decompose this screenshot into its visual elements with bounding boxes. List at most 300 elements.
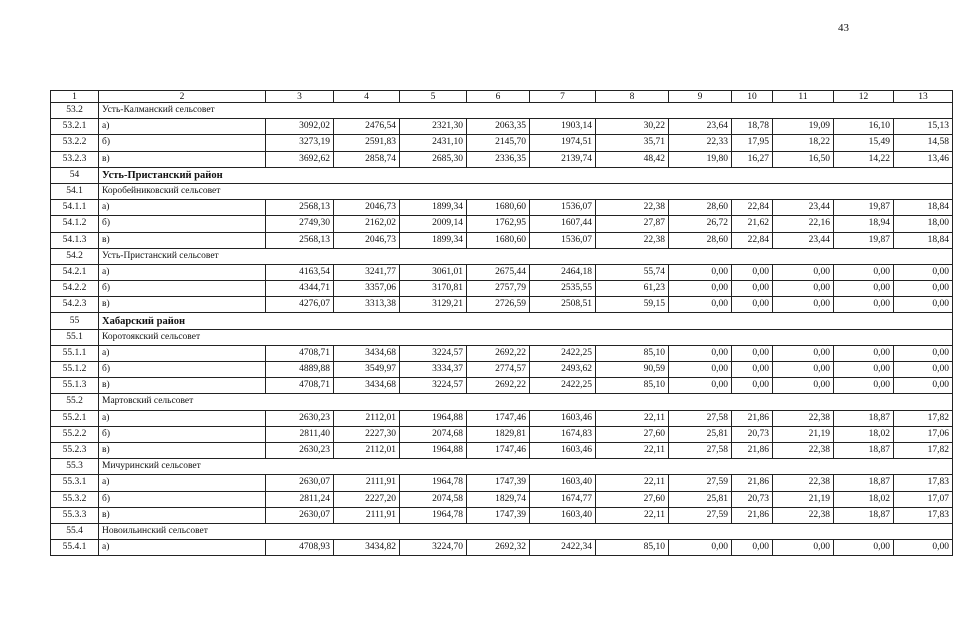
- value-cell: 27,60: [596, 491, 669, 507]
- section-title: Мичуринский сельсовет: [99, 459, 953, 475]
- row-code: 55.3.2: [51, 491, 99, 507]
- value-cell: 2568,13: [266, 200, 334, 216]
- row-code: 55.3.1: [51, 475, 99, 491]
- value-cell: 18,00: [894, 216, 953, 232]
- section-title: Новоильинский сельсовет: [99, 523, 953, 539]
- value-cell: 15,13: [894, 119, 953, 135]
- section-row: [51, 183, 953, 199]
- value-cell: 3224,57: [400, 378, 467, 394]
- value-cell: 17,06: [894, 426, 953, 442]
- row-code: 54.1.1: [51, 200, 99, 216]
- row-code: 54.1.3: [51, 232, 99, 248]
- column-header: 12: [834, 91, 894, 103]
- value-cell: 18,87: [834, 507, 894, 523]
- value-cell: 4276,07: [266, 297, 334, 313]
- value-cell: 2685,30: [400, 151, 467, 167]
- row-code: 55.3.3: [51, 507, 99, 523]
- value-cell: 2630,23: [266, 410, 334, 426]
- row-label: а): [99, 119, 266, 135]
- value-cell: 3273,19: [266, 135, 334, 151]
- value-cell: 1964,78: [400, 475, 467, 491]
- row-label: а): [99, 410, 266, 426]
- value-cell: 1603,40: [530, 507, 596, 523]
- value-cell: 1899,34: [400, 232, 467, 248]
- table-row: [51, 362, 953, 378]
- value-cell: 2757,79: [467, 281, 530, 297]
- value-cell: 0,00: [773, 540, 834, 556]
- value-cell: 4708,71: [266, 345, 334, 361]
- column-header: 6: [467, 91, 530, 103]
- column-header: 2: [99, 91, 266, 103]
- value-cell: 0,00: [894, 264, 953, 280]
- value-cell: 0,00: [669, 297, 732, 313]
- value-cell: 3092,02: [266, 119, 334, 135]
- value-cell: 20,73: [732, 426, 773, 442]
- value-cell: 22,38: [773, 475, 834, 491]
- value-cell: 1747,46: [467, 410, 530, 426]
- row-label: а): [99, 264, 266, 280]
- table-row: [51, 426, 953, 442]
- value-cell: 18,87: [834, 442, 894, 458]
- value-cell: 2811,24: [266, 491, 334, 507]
- value-cell: 22,38: [596, 232, 669, 248]
- value-cell: 3224,70: [400, 540, 467, 556]
- table-row: [51, 540, 953, 556]
- value-cell: 2112,01: [334, 442, 400, 458]
- row-code: 54.1: [51, 183, 99, 199]
- value-cell: 19,09: [773, 119, 834, 135]
- value-cell: 0,00: [894, 378, 953, 394]
- tariff-table: [50, 90, 953, 556]
- value-cell: 21,62: [732, 216, 773, 232]
- value-cell: 2692,32: [467, 540, 530, 556]
- value-cell: 2568,13: [266, 232, 334, 248]
- value-cell: 1747,39: [467, 475, 530, 491]
- section-row: [51, 394, 953, 410]
- section-row: [51, 459, 953, 475]
- row-label: а): [99, 200, 266, 216]
- column-header: 10: [732, 91, 773, 103]
- value-cell: 1903,14: [530, 119, 596, 135]
- row-label: б): [99, 216, 266, 232]
- value-cell: 2112,01: [334, 410, 400, 426]
- row-code: 55.4: [51, 523, 99, 539]
- value-cell: 18,94: [834, 216, 894, 232]
- table-row: [51, 507, 953, 523]
- section-row: [51, 103, 953, 119]
- value-cell: 22,33: [669, 135, 732, 151]
- value-cell: 4889,88: [266, 362, 334, 378]
- value-cell: 18,87: [834, 475, 894, 491]
- column-header: 11: [773, 91, 834, 103]
- value-cell: 1974,51: [530, 135, 596, 151]
- value-cell: 1964,88: [400, 442, 467, 458]
- value-cell: 27,59: [669, 475, 732, 491]
- value-cell: 2535,55: [530, 281, 596, 297]
- section-title: Мартовский сельсовет: [99, 394, 953, 410]
- row-code: 53.2.1: [51, 119, 99, 135]
- value-cell: 18,84: [894, 232, 953, 248]
- value-cell: 1829,81: [467, 426, 530, 442]
- value-cell: 1603,40: [530, 475, 596, 491]
- table-row: [51, 200, 953, 216]
- value-cell: 22,84: [732, 200, 773, 216]
- value-cell: 15,49: [834, 135, 894, 151]
- value-cell: 2508,51: [530, 297, 596, 313]
- value-cell: 0,00: [669, 540, 732, 556]
- value-cell: 25,81: [669, 426, 732, 442]
- row-code: 55.1: [51, 329, 99, 345]
- value-cell: 1607,44: [530, 216, 596, 232]
- value-cell: 0,00: [894, 540, 953, 556]
- value-cell: 3170,81: [400, 281, 467, 297]
- value-cell: 3061,01: [400, 264, 467, 280]
- value-cell: 2009,14: [400, 216, 467, 232]
- section-title: Усть-Пристанский сельсовет: [99, 248, 953, 264]
- value-cell: 4344,71: [266, 281, 334, 297]
- value-cell: 27,58: [669, 442, 732, 458]
- value-cell: 0,00: [732, 540, 773, 556]
- value-cell: 27,58: [669, 410, 732, 426]
- value-cell: 0,00: [669, 362, 732, 378]
- value-cell: 3357,06: [334, 281, 400, 297]
- value-cell: 2749,30: [266, 216, 334, 232]
- value-cell: 1674,77: [530, 491, 596, 507]
- value-cell: 1747,46: [467, 442, 530, 458]
- value-cell: 3434,82: [334, 540, 400, 556]
- value-cell: 17,83: [894, 507, 953, 523]
- section-title: Усть-Калманский сельсовет: [99, 103, 953, 119]
- value-cell: 1747,39: [467, 507, 530, 523]
- value-cell: 1680,60: [467, 200, 530, 216]
- row-label: б): [99, 281, 266, 297]
- value-cell: 22,11: [596, 475, 669, 491]
- value-cell: 0,00: [894, 345, 953, 361]
- value-cell: 0,00: [732, 362, 773, 378]
- table-row: [51, 216, 953, 232]
- value-cell: 18,87: [834, 410, 894, 426]
- table-row: [51, 378, 953, 394]
- value-cell: 18,84: [894, 200, 953, 216]
- value-cell: 1674,83: [530, 426, 596, 442]
- value-cell: 16,50: [773, 151, 834, 167]
- table-row: [51, 491, 953, 507]
- value-cell: 3129,21: [400, 297, 467, 313]
- value-cell: 0,00: [834, 362, 894, 378]
- value-cell: 27,60: [596, 426, 669, 442]
- table-row: [51, 264, 953, 280]
- value-cell: 3692,62: [266, 151, 334, 167]
- section-row: [51, 329, 953, 345]
- row-label: б): [99, 491, 266, 507]
- value-cell: 0,00: [773, 378, 834, 394]
- value-cell: 1762,95: [467, 216, 530, 232]
- row-label: в): [99, 378, 266, 394]
- table-row: [51, 345, 953, 361]
- value-cell: 18,78: [732, 119, 773, 135]
- value-cell: 17,95: [732, 135, 773, 151]
- value-cell: 1680,60: [467, 232, 530, 248]
- value-cell: 4708,71: [266, 378, 334, 394]
- row-code: 55.2.1: [51, 410, 99, 426]
- row-code: 53.2.3: [51, 151, 99, 167]
- value-cell: 1603,46: [530, 442, 596, 458]
- column-header: 9: [669, 91, 732, 103]
- value-cell: 21,86: [732, 410, 773, 426]
- value-cell: 2858,74: [334, 151, 400, 167]
- value-cell: 2630,23: [266, 442, 334, 458]
- value-cell: 85,10: [596, 345, 669, 361]
- row-code: 54.2.2: [51, 281, 99, 297]
- row-label: в): [99, 442, 266, 458]
- value-cell: 21,19: [773, 491, 834, 507]
- row-label: а): [99, 475, 266, 491]
- value-cell: 2692,22: [467, 378, 530, 394]
- value-cell: 0,00: [669, 264, 732, 280]
- value-cell: 59,15: [596, 297, 669, 313]
- row-code: 54.2.3: [51, 297, 99, 313]
- value-cell: 0,00: [669, 281, 732, 297]
- value-cell: 2726,59: [467, 297, 530, 313]
- value-cell: 16,27: [732, 151, 773, 167]
- value-cell: 0,00: [894, 362, 953, 378]
- value-cell: 0,00: [773, 345, 834, 361]
- value-cell: 17,82: [894, 410, 953, 426]
- value-cell: 2692,22: [467, 345, 530, 361]
- value-cell: 1899,34: [400, 200, 467, 216]
- row-code: 55.2.3: [51, 442, 99, 458]
- row-code: 54.1.2: [51, 216, 99, 232]
- value-cell: 18,22: [773, 135, 834, 151]
- value-cell: 0,00: [732, 264, 773, 280]
- value-cell: 20,73: [732, 491, 773, 507]
- value-cell: 14,22: [834, 151, 894, 167]
- column-header: 5: [400, 91, 467, 103]
- column-header: 3: [266, 91, 334, 103]
- row-label: а): [99, 345, 266, 361]
- row-code: 53.2.2: [51, 135, 99, 151]
- value-cell: 22,11: [596, 442, 669, 458]
- value-cell: 3334,37: [400, 362, 467, 378]
- value-cell: 1964,88: [400, 410, 467, 426]
- value-cell: 3313,38: [334, 297, 400, 313]
- value-cell: 90,59: [596, 362, 669, 378]
- header-row: [51, 91, 953, 103]
- value-cell: 19,80: [669, 151, 732, 167]
- value-cell: 2591,83: [334, 135, 400, 151]
- row-code: 55.3: [51, 459, 99, 475]
- value-cell: 19,87: [834, 232, 894, 248]
- value-cell: 25,81: [669, 491, 732, 507]
- value-cell: 2422,34: [530, 540, 596, 556]
- row-code: 54: [51, 167, 99, 183]
- value-cell: 22,11: [596, 507, 669, 523]
- value-cell: 0,00: [669, 378, 732, 394]
- table-row: [51, 232, 953, 248]
- value-cell: 0,00: [773, 264, 834, 280]
- row-code: 55.2: [51, 394, 99, 410]
- row-code: 55.4.1: [51, 540, 99, 556]
- value-cell: 23,44: [773, 200, 834, 216]
- table-row: [51, 297, 953, 313]
- value-cell: 17,83: [894, 475, 953, 491]
- value-cell: 85,10: [596, 378, 669, 394]
- value-cell: 2145,70: [467, 135, 530, 151]
- value-cell: 2811,40: [266, 426, 334, 442]
- value-cell: 0,00: [732, 281, 773, 297]
- value-cell: 19,87: [834, 200, 894, 216]
- value-cell: 1603,46: [530, 410, 596, 426]
- page-number: 43: [838, 22, 849, 34]
- value-cell: 3434,68: [334, 378, 400, 394]
- value-cell: 2227,30: [334, 426, 400, 442]
- row-code: 55.1.1: [51, 345, 99, 361]
- row-code: 53.2: [51, 103, 99, 119]
- value-cell: 4708,93: [266, 540, 334, 556]
- row-label: а): [99, 540, 266, 556]
- value-cell: 2321,30: [400, 119, 467, 135]
- value-cell: 2074,68: [400, 426, 467, 442]
- value-cell: 2111,91: [334, 507, 400, 523]
- value-cell: 2431,10: [400, 135, 467, 151]
- value-cell: 2675,44: [467, 264, 530, 280]
- section-row: [51, 523, 953, 539]
- row-code: 55.1.3: [51, 378, 99, 394]
- district-row: [51, 313, 953, 329]
- row-label: в): [99, 151, 266, 167]
- section-title: Коротоякский сельсовет: [99, 329, 953, 345]
- value-cell: 0,00: [834, 297, 894, 313]
- value-cell: 2111,91: [334, 475, 400, 491]
- value-cell: 2139,74: [530, 151, 596, 167]
- value-cell: 2774,57: [467, 362, 530, 378]
- value-cell: 2464,18: [530, 264, 596, 280]
- value-cell: 18,02: [834, 426, 894, 442]
- district-title: Усть-Пристанский район: [99, 167, 953, 183]
- value-cell: 26,72: [669, 216, 732, 232]
- value-cell: 30,22: [596, 119, 669, 135]
- table-row: [51, 151, 953, 167]
- value-cell: 4163,54: [266, 264, 334, 280]
- row-code: 54.2: [51, 248, 99, 264]
- value-cell: 1964,78: [400, 507, 467, 523]
- value-cell: 16,10: [834, 119, 894, 135]
- district-title: Хабарский район: [99, 313, 953, 329]
- row-code: 55.2.2: [51, 426, 99, 442]
- value-cell: 21,86: [732, 475, 773, 491]
- row-label: б): [99, 362, 266, 378]
- value-cell: 2493,62: [530, 362, 596, 378]
- value-cell: 48,42: [596, 151, 669, 167]
- value-cell: 22,38: [773, 442, 834, 458]
- value-cell: 23,64: [669, 119, 732, 135]
- value-cell: 22,16: [773, 216, 834, 232]
- value-cell: 17,07: [894, 491, 953, 507]
- table-row: [51, 119, 953, 135]
- row-code: 55: [51, 313, 99, 329]
- value-cell: 0,00: [834, 378, 894, 394]
- value-cell: 2630,07: [266, 507, 334, 523]
- value-cell: 2227,20: [334, 491, 400, 507]
- value-cell: 22,11: [596, 410, 669, 426]
- value-cell: 21,19: [773, 426, 834, 442]
- value-cell: 3434,68: [334, 345, 400, 361]
- value-cell: 23,44: [773, 232, 834, 248]
- value-cell: 0,00: [834, 540, 894, 556]
- value-cell: 22,38: [773, 507, 834, 523]
- value-cell: 2074,58: [400, 491, 467, 507]
- column-header: 1: [51, 91, 99, 103]
- value-cell: 0,00: [732, 378, 773, 394]
- value-cell: 21,86: [732, 507, 773, 523]
- value-cell: 3224,57: [400, 345, 467, 361]
- value-cell: 2046,73: [334, 232, 400, 248]
- value-cell: 0,00: [773, 297, 834, 313]
- value-cell: 28,60: [669, 232, 732, 248]
- row-label: б): [99, 426, 266, 442]
- value-cell: 1536,07: [530, 232, 596, 248]
- value-cell: 28,60: [669, 200, 732, 216]
- value-cell: 2063,35: [467, 119, 530, 135]
- value-cell: 0,00: [732, 345, 773, 361]
- value-cell: 2162,02: [334, 216, 400, 232]
- value-cell: 3549,97: [334, 362, 400, 378]
- value-cell: 55,74: [596, 264, 669, 280]
- value-cell: 22,38: [773, 410, 834, 426]
- section-row: [51, 248, 953, 264]
- value-cell: 2476,54: [334, 119, 400, 135]
- value-cell: 0,00: [894, 297, 953, 313]
- section-title: Коробейниковский сельсовет: [99, 183, 953, 199]
- value-cell: 85,10: [596, 540, 669, 556]
- value-cell: 21,86: [732, 442, 773, 458]
- value-cell: 0,00: [669, 345, 732, 361]
- value-cell: 2630,07: [266, 475, 334, 491]
- column-header: 8: [596, 91, 669, 103]
- value-cell: 0,00: [773, 362, 834, 378]
- value-cell: 0,00: [834, 264, 894, 280]
- value-cell: 17,82: [894, 442, 953, 458]
- value-cell: 1829,74: [467, 491, 530, 507]
- value-cell: 2422,25: [530, 378, 596, 394]
- value-cell: 1536,07: [530, 200, 596, 216]
- table-row: [51, 281, 953, 297]
- row-label: в): [99, 232, 266, 248]
- table-row: [51, 442, 953, 458]
- value-cell: 2422,25: [530, 345, 596, 361]
- value-cell: 0,00: [834, 281, 894, 297]
- table-row: [51, 475, 953, 491]
- value-cell: 14,58: [894, 135, 953, 151]
- value-cell: 3241,77: [334, 264, 400, 280]
- row-label: б): [99, 135, 266, 151]
- column-header: 7: [530, 91, 596, 103]
- value-cell: 18,02: [834, 491, 894, 507]
- value-cell: 0,00: [773, 281, 834, 297]
- value-cell: 27,87: [596, 216, 669, 232]
- table-row: [51, 410, 953, 426]
- value-cell: 0,00: [894, 281, 953, 297]
- row-label: в): [99, 507, 266, 523]
- column-header: 13: [894, 91, 953, 103]
- table-body: [51, 103, 953, 556]
- value-cell: 22,84: [732, 232, 773, 248]
- value-cell: 22,38: [596, 200, 669, 216]
- row-code: 54.2.1: [51, 264, 99, 280]
- value-cell: 2336,35: [467, 151, 530, 167]
- value-cell: 27,59: [669, 507, 732, 523]
- row-label: в): [99, 297, 266, 313]
